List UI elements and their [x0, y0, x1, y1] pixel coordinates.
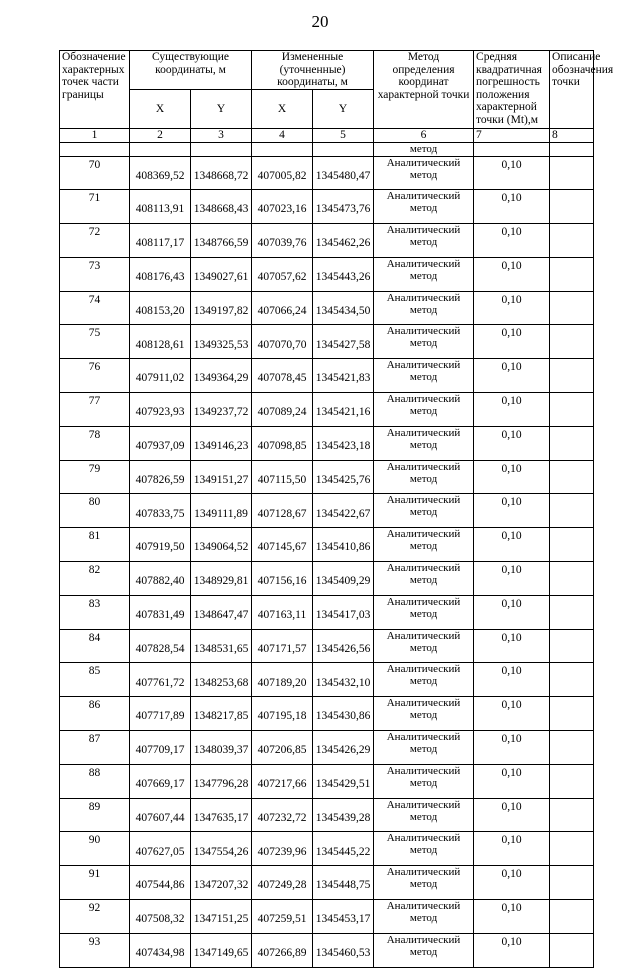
- mean-square-error: 0,10: [474, 629, 550, 663]
- point-description: [550, 257, 594, 291]
- column-number: 8: [550, 129, 594, 143]
- existing-x: 408153,20: [130, 291, 191, 325]
- changed-x: 407163,11: [252, 595, 313, 629]
- point-description: [550, 629, 594, 663]
- column-number: 4: [252, 129, 313, 143]
- point-number: 79: [60, 460, 130, 494]
- existing-y: 1347149,65: [191, 933, 252, 967]
- mean-square-error: 0,10: [474, 359, 550, 393]
- table-row: [60, 933, 594, 967]
- method-line-1: Аналитический: [386, 528, 461, 541]
- table-row: [60, 798, 594, 832]
- header-existing-x: X: [130, 90, 191, 129]
- point-number: 87: [60, 731, 130, 765]
- existing-y: 1349325,53: [191, 325, 252, 359]
- changed-x: 407070,70: [252, 325, 313, 359]
- method: [374, 359, 474, 393]
- changed-x: 407128,67: [252, 494, 313, 528]
- point-number: 81: [60, 528, 130, 562]
- changed-y: 1345423,18: [313, 426, 374, 460]
- method-line-2: метод: [409, 236, 438, 249]
- table-row: [60, 731, 594, 765]
- changed-x: 407195,18: [252, 697, 313, 731]
- method-line-1: Аналитический: [386, 866, 461, 879]
- method-line-2: метод: [409, 269, 438, 282]
- point-number: 86: [60, 697, 130, 731]
- method-line-1: Аналитический: [386, 359, 461, 372]
- method-line-2: метод: [409, 878, 438, 891]
- method: [374, 798, 474, 832]
- changed-y: 1345443,26: [313, 257, 374, 291]
- method-line-1: Аналитический: [386, 697, 461, 710]
- method-line-1: Аналитический: [386, 426, 461, 439]
- existing-y: 1349151,27: [191, 460, 252, 494]
- existing-x: 408117,17: [130, 224, 191, 258]
- point-description: [550, 393, 594, 427]
- changed-y: 1345473,76: [313, 190, 374, 224]
- point-number: 89: [60, 798, 130, 832]
- method: [374, 697, 474, 731]
- header-point-designation: Обозначение характерных точек части границы: [60, 51, 130, 129]
- changed-x: 407145,67: [252, 528, 313, 562]
- method-line-1: Аналитический: [386, 460, 461, 473]
- method: [374, 156, 474, 190]
- mean-square-error: 0,10: [474, 426, 550, 460]
- point-description: [550, 764, 594, 798]
- point-number: 70: [60, 156, 130, 190]
- mean-square-error: 0,10: [474, 291, 550, 325]
- existing-x: 407833,75: [130, 494, 191, 528]
- point-description: [550, 697, 594, 731]
- method-line-2: метод: [409, 912, 438, 925]
- point-description: [550, 156, 594, 190]
- changed-x: 407115,50: [252, 460, 313, 494]
- existing-y: 1349027,61: [191, 257, 252, 291]
- method: [374, 325, 474, 359]
- header-changed-coordinates: Измененные (уточненные) координаты, м: [252, 51, 374, 90]
- changed-y: 1345426,29: [313, 731, 374, 765]
- existing-y: 1347635,17: [191, 798, 252, 832]
- method: [374, 663, 474, 697]
- method-line-2: метод: [409, 168, 438, 181]
- changed-y: 1345430,86: [313, 697, 374, 731]
- method-line-1: Аналитический: [386, 291, 461, 304]
- point-number: 78: [60, 426, 130, 460]
- point-number: 80: [60, 494, 130, 528]
- method-line-2: метод: [409, 675, 438, 688]
- method-line-2: метод: [409, 540, 438, 553]
- existing-y: 1348531,65: [191, 629, 252, 663]
- changed-x: 407217,66: [252, 764, 313, 798]
- existing-y: 1348039,37: [191, 731, 252, 765]
- existing-x: 407882,40: [130, 562, 191, 596]
- method: [374, 900, 474, 934]
- table-row: [60, 426, 594, 460]
- table-row: [60, 663, 594, 697]
- point-description: [550, 866, 594, 900]
- changed-x: 407039,76: [252, 224, 313, 258]
- existing-y: 1348253,68: [191, 663, 252, 697]
- point-number: 71: [60, 190, 130, 224]
- existing-x: 408113,91: [130, 190, 191, 224]
- method-line-2: метод: [409, 202, 438, 215]
- column-number: 2: [130, 129, 191, 143]
- existing-x: 407937,09: [130, 426, 191, 460]
- table-row: [60, 866, 594, 900]
- existing-y: 1349197,82: [191, 291, 252, 325]
- column-number-row: [60, 129, 594, 143]
- changed-x: 407078,45: [252, 359, 313, 393]
- point-description: [550, 663, 594, 697]
- method-line-2: метод: [409, 506, 438, 519]
- point-number: 73: [60, 257, 130, 291]
- point-description: [550, 359, 594, 393]
- method: [374, 629, 474, 663]
- changed-y: 1345409,29: [313, 562, 374, 596]
- point-description: [550, 832, 594, 866]
- method-line-1: Аналитический: [386, 798, 461, 811]
- table-row: [60, 494, 594, 528]
- point-number: 92: [60, 900, 130, 934]
- existing-y: 1347151,25: [191, 900, 252, 934]
- point-number: 74: [60, 291, 130, 325]
- existing-y: 1349146,23: [191, 426, 252, 460]
- existing-y: 1347207,32: [191, 866, 252, 900]
- mean-square-error: 0,10: [474, 595, 550, 629]
- point-description: [550, 528, 594, 562]
- existing-x: 407828,54: [130, 629, 191, 663]
- table-row: [60, 697, 594, 731]
- existing-y: 1348647,47: [191, 595, 252, 629]
- method-line-1: Аналитический: [386, 562, 461, 575]
- changed-y: 1345425,76: [313, 460, 374, 494]
- changed-x: 407232,72: [252, 798, 313, 832]
- page-number: 20: [311, 12, 329, 31]
- header-changed-y: Y: [313, 90, 374, 129]
- existing-y: 1349111,89: [191, 494, 252, 528]
- point-number: 82: [60, 562, 130, 596]
- point-description: [550, 798, 594, 832]
- existing-y: 1349364,29: [191, 359, 252, 393]
- existing-y: 1349237,72: [191, 393, 252, 427]
- continuation-method: метод: [374, 143, 474, 157]
- method: [374, 866, 474, 900]
- method-line-2: метод: [409, 574, 438, 587]
- point-description: [550, 190, 594, 224]
- changed-y: 1345445,22: [313, 832, 374, 866]
- method-line-1: Аналитический: [386, 494, 461, 507]
- table-row: [60, 528, 594, 562]
- existing-x: 407627,05: [130, 832, 191, 866]
- changed-x: 407249,28: [252, 866, 313, 900]
- changed-x: 407057,62: [252, 257, 313, 291]
- method-line-1: Аналитический: [386, 156, 461, 169]
- existing-x: 407544,86: [130, 866, 191, 900]
- method: [374, 190, 474, 224]
- point-number: 72: [60, 224, 130, 258]
- method-line-1: Аналитический: [386, 629, 461, 642]
- changed-y: 1345460,53: [313, 933, 374, 967]
- existing-x: 408369,52: [130, 156, 191, 190]
- point-number: 77: [60, 393, 130, 427]
- table-row: [60, 393, 594, 427]
- changed-x: 407023,16: [252, 190, 313, 224]
- existing-y: 1347554,26: [191, 832, 252, 866]
- point-number: 83: [60, 595, 130, 629]
- header-existing-coordinates: Существующие координаты, м: [130, 51, 252, 90]
- method: [374, 291, 474, 325]
- existing-y: 1348217,85: [191, 697, 252, 731]
- method: [374, 832, 474, 866]
- method-line-1: Аналитический: [386, 663, 461, 676]
- method: [374, 933, 474, 967]
- changed-x: 407089,24: [252, 393, 313, 427]
- point-description: [550, 426, 594, 460]
- changed-y: 1345426,56: [313, 629, 374, 663]
- mean-square-error: 0,10: [474, 190, 550, 224]
- mean-square-error: 0,10: [474, 325, 550, 359]
- existing-y: 1348766,59: [191, 224, 252, 258]
- method-line-1: Аналитический: [386, 595, 461, 608]
- mean-square-error: 0,10: [474, 494, 550, 528]
- existing-y: 1348668,43: [191, 190, 252, 224]
- method-line-1: Аналитический: [386, 933, 461, 946]
- method: [374, 562, 474, 596]
- point-description: [550, 562, 594, 596]
- table-row: [60, 764, 594, 798]
- table-row: [60, 359, 594, 393]
- column-number: 7: [474, 129, 550, 143]
- mean-square-error: 0,10: [474, 663, 550, 697]
- header-existing-y: Y: [191, 90, 252, 129]
- method-line-2: метод: [409, 371, 438, 384]
- changed-y: 1345480,47: [313, 156, 374, 190]
- table-row: [60, 156, 594, 190]
- point-number: 91: [60, 866, 130, 900]
- changed-x: 407259,51: [252, 900, 313, 934]
- method-line-2: метод: [409, 405, 438, 418]
- method: [374, 426, 474, 460]
- table-row: [60, 291, 594, 325]
- changed-y: 1345417,03: [313, 595, 374, 629]
- existing-y: 1348668,72: [191, 156, 252, 190]
- method-line-1: Аналитический: [386, 325, 461, 338]
- method-line-2: метод: [409, 641, 438, 654]
- changed-y: 1345427,58: [313, 325, 374, 359]
- point-description: [550, 595, 594, 629]
- column-number: 1: [60, 129, 130, 143]
- method-line-1: Аналитический: [386, 900, 461, 913]
- continuation-row: [60, 143, 594, 157]
- existing-x: 407911,02: [130, 359, 191, 393]
- point-number: 90: [60, 832, 130, 866]
- existing-x: 407508,32: [130, 900, 191, 934]
- changed-x: 407206,85: [252, 731, 313, 765]
- table-row: [60, 900, 594, 934]
- method: [374, 494, 474, 528]
- method-line-2: метод: [409, 810, 438, 823]
- mean-square-error: 0,10: [474, 257, 550, 291]
- method-line-2: метод: [409, 844, 438, 857]
- method: [374, 224, 474, 258]
- existing-x: 407923,93: [130, 393, 191, 427]
- mean-square-error: 0,10: [474, 528, 550, 562]
- method-line-2: метод: [409, 438, 438, 451]
- changed-x: 407266,89: [252, 933, 313, 967]
- table-row: [60, 460, 594, 494]
- column-number: 6: [374, 129, 474, 143]
- point-description: [550, 291, 594, 325]
- changed-y: 1345448,75: [313, 866, 374, 900]
- changed-y: 1345421,83: [313, 359, 374, 393]
- method-line-1: Аналитический: [386, 257, 461, 270]
- mean-square-error: 0,10: [474, 460, 550, 494]
- changed-y: 1345434,50: [313, 291, 374, 325]
- boundary-coordinates-table: [59, 50, 614, 968]
- changed-y: 1345432,10: [313, 663, 374, 697]
- column-number: 5: [313, 129, 374, 143]
- table-row: [60, 832, 594, 866]
- header-method: Метод определения координат характерной точки: [374, 51, 474, 129]
- method-line-2: метод: [409, 743, 438, 756]
- table-row: [60, 595, 594, 629]
- existing-x: 407761,72: [130, 663, 191, 697]
- changed-x: 407156,16: [252, 562, 313, 596]
- mean-square-error: 0,10: [474, 224, 550, 258]
- point-description: [550, 460, 594, 494]
- mean-square-error: 0,10: [474, 933, 550, 967]
- existing-x: 408176,43: [130, 257, 191, 291]
- method-line-2: метод: [409, 337, 438, 350]
- existing-y: 1349064,52: [191, 528, 252, 562]
- point-description: [550, 900, 594, 934]
- existing-x: 407434,98: [130, 933, 191, 967]
- changed-y: 1345439,28: [313, 798, 374, 832]
- changed-y: 1345422,67: [313, 494, 374, 528]
- method-line-2: метод: [409, 709, 438, 722]
- mean-square-error: 0,10: [474, 764, 550, 798]
- mean-square-error: 0,10: [474, 798, 550, 832]
- mean-square-error: 0,10: [474, 156, 550, 190]
- table-row: [60, 224, 594, 258]
- point-description: [550, 224, 594, 258]
- header-point-description: Описание обозначения точки: [550, 51, 594, 129]
- method: [374, 528, 474, 562]
- changed-y: 1345462,26: [313, 224, 374, 258]
- method-line-2: метод: [409, 303, 438, 316]
- point-description: [550, 731, 594, 765]
- point-description: [550, 325, 594, 359]
- method-line-1: Аналитический: [386, 832, 461, 845]
- mean-square-error: 0,10: [474, 832, 550, 866]
- method-line-1: Аналитический: [386, 764, 461, 777]
- existing-x: 407831,49: [130, 595, 191, 629]
- point-number: 84: [60, 629, 130, 663]
- changed-x: 407189,20: [252, 663, 313, 697]
- point-number: 76: [60, 359, 130, 393]
- existing-x: 408128,61: [130, 325, 191, 359]
- method-line-1: Аналитический: [386, 224, 461, 237]
- table-row: [60, 325, 594, 359]
- existing-x: 407669,17: [130, 764, 191, 798]
- changed-y: 1345410,86: [313, 528, 374, 562]
- mean-square-error: 0,10: [474, 697, 550, 731]
- changed-y: 1345421,16: [313, 393, 374, 427]
- changed-x: 407005,82: [252, 156, 313, 190]
- mean-square-error: 0,10: [474, 900, 550, 934]
- mean-square-error: 0,10: [474, 866, 550, 900]
- method-line-2: метод: [409, 776, 438, 789]
- changed-x: 407098,85: [252, 426, 313, 460]
- mean-square-error: 0,10: [474, 731, 550, 765]
- method-line-2: метод: [409, 945, 438, 958]
- existing-x: 407919,50: [130, 528, 191, 562]
- method: [374, 595, 474, 629]
- changed-x: 407171,57: [252, 629, 313, 663]
- table-row: [60, 190, 594, 224]
- method-line-2: метод: [409, 472, 438, 485]
- table-row: [60, 629, 594, 663]
- table-row: [60, 257, 594, 291]
- method-line-1: Аналитический: [386, 190, 461, 203]
- changed-x: 407239,96: [252, 832, 313, 866]
- changed-y: 1345453,17: [313, 900, 374, 934]
- point-number: 85: [60, 663, 130, 697]
- changed-y: 1345429,51: [313, 764, 374, 798]
- point-number: 75: [60, 325, 130, 359]
- method: [374, 257, 474, 291]
- method-line-2: метод: [409, 607, 438, 620]
- existing-x: 407709,17: [130, 731, 191, 765]
- existing-y: 1347796,28: [191, 764, 252, 798]
- method-line-1: Аналитический: [386, 393, 461, 406]
- method: [374, 460, 474, 494]
- method: [374, 393, 474, 427]
- header-changed-x: X: [252, 90, 313, 129]
- column-number: 3: [191, 129, 252, 143]
- mean-square-error: 0,10: [474, 393, 550, 427]
- existing-x: 407717,89: [130, 697, 191, 731]
- point-description: [550, 933, 594, 967]
- header-mean-square-error: Средняя квадратичная погрешность положения характерной точки (Mt),м: [474, 51, 550, 129]
- point-number: 93: [60, 933, 130, 967]
- method: [374, 764, 474, 798]
- table-row: [60, 562, 594, 596]
- existing-x: 407826,59: [130, 460, 191, 494]
- point-number: 88: [60, 764, 130, 798]
- point-description: [550, 494, 594, 528]
- mean-square-error: 0,10: [474, 562, 550, 596]
- method-line-1: Аналитический: [386, 731, 461, 744]
- existing-y: 1348929,81: [191, 562, 252, 596]
- changed-x: 407066,24: [252, 291, 313, 325]
- existing-x: 407607,44: [130, 798, 191, 832]
- method: [374, 731, 474, 765]
